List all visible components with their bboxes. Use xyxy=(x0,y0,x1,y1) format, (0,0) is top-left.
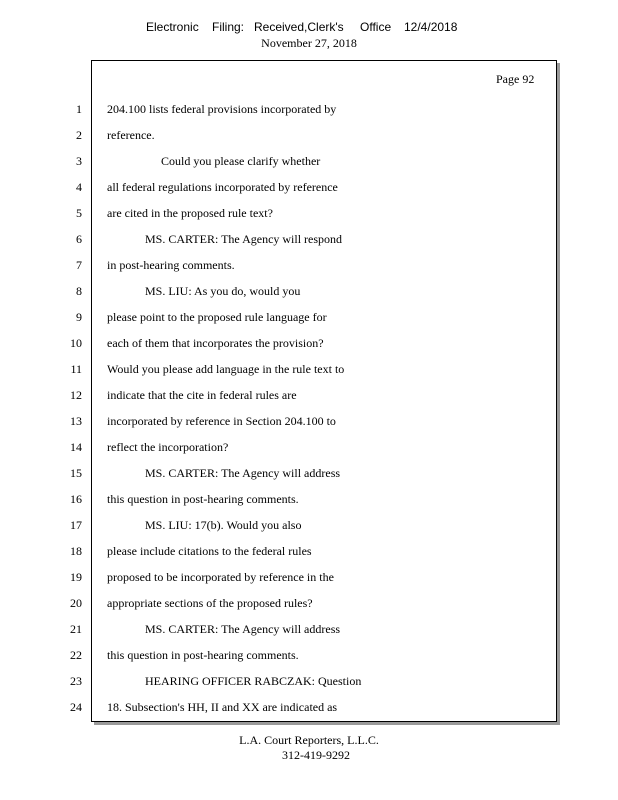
transcript-line xyxy=(0,595,618,621)
line-text: Could you please clarify whether xyxy=(161,154,321,168)
transcript-line xyxy=(0,231,618,257)
stamp-received: Received,Clerk's xyxy=(254,20,344,34)
page-number: Page 92 xyxy=(496,72,535,86)
line-text: MS. LIU: 17(b). Would you also xyxy=(145,518,302,532)
line-number: 22 xyxy=(70,648,82,662)
line-number: 5 xyxy=(76,206,82,220)
transcript-line xyxy=(0,569,618,595)
line-number: 4 xyxy=(76,180,82,194)
transcript-line xyxy=(0,205,618,231)
line-number: 12 xyxy=(70,388,82,402)
line-number: 21 xyxy=(70,622,82,636)
line-text: please point to the proposed rule language for xyxy=(107,310,327,324)
stamp-office: Office xyxy=(360,20,392,34)
transcript-line xyxy=(0,621,618,647)
transcript-line xyxy=(0,127,618,153)
line-text: in post-hearing comments. xyxy=(107,258,235,272)
footer-phone: 312-419-9292 xyxy=(282,748,350,762)
transcript-line xyxy=(0,439,618,465)
line-number: 6 xyxy=(76,232,82,246)
stamp-filing: Filing: xyxy=(212,20,245,34)
line-number: 10 xyxy=(70,336,82,350)
line-text: 18. Subsection's HH, II and XX are indicated as xyxy=(107,700,338,714)
line-text: reference. xyxy=(107,128,155,142)
transcript-line xyxy=(0,647,618,673)
transcript-line xyxy=(0,387,618,413)
stamp-date: 12/4/2018 xyxy=(404,20,458,34)
line-text: all federal regulations incorporated by reference xyxy=(107,180,338,194)
line-number: 15 xyxy=(70,466,82,480)
line-text: Would you please add language in the rule text to xyxy=(107,362,345,376)
transcript-line xyxy=(0,465,618,491)
transcript-line xyxy=(0,179,618,205)
transcript-line xyxy=(0,257,618,283)
line-text: HEARING OFFICER RABCZAK: Question xyxy=(145,674,362,688)
line-text: proposed to be incorporated by reference in the xyxy=(107,570,334,584)
transcript-line xyxy=(0,413,618,439)
line-text: MS. CARTER: The Agency will respond xyxy=(145,232,343,246)
line-text: 204.100 lists federal provisions incorporated by xyxy=(107,102,337,116)
line-number: 8 xyxy=(76,284,82,298)
transcript-line xyxy=(0,101,618,127)
line-text: incorporated by reference in Section 204.100 to xyxy=(107,414,336,428)
line-number: 2 xyxy=(76,128,82,142)
line-number: 17 xyxy=(70,518,82,532)
line-text: MS. LIU: As you do, would you xyxy=(145,284,301,298)
stamp-electronic: Electronic xyxy=(146,20,199,34)
line-text: please include citations to the federal rules xyxy=(107,544,312,558)
transcript-line xyxy=(0,361,618,387)
line-number: 13 xyxy=(70,414,82,428)
line-number: 24 xyxy=(70,700,82,714)
line-number: 14 xyxy=(70,440,82,454)
line-number: 18 xyxy=(70,544,82,558)
line-number: 1 xyxy=(76,102,82,116)
transcript-line xyxy=(0,491,618,517)
line-text: this question in post-hearing comments. xyxy=(107,648,299,662)
transcript-line xyxy=(0,673,618,699)
line-number: 16 xyxy=(70,492,82,506)
line-number: 11 xyxy=(70,362,82,376)
transcript-line xyxy=(0,283,618,309)
footer-company: L.A. Court Reporters, L.L.C. xyxy=(239,733,379,747)
transcript-line xyxy=(0,153,618,179)
transcript-line xyxy=(0,543,618,569)
transcript-line xyxy=(0,309,618,335)
line-text: this question in post-hearing comments. xyxy=(107,492,299,506)
line-number: 20 xyxy=(70,596,82,610)
line-text: reflect the incorporation? xyxy=(107,440,229,454)
line-number: 3 xyxy=(76,154,82,168)
line-number: 23 xyxy=(70,674,82,688)
line-text: MS. CARTER: The Agency will address xyxy=(145,622,341,636)
line-text: MS. CARTER: The Agency will address xyxy=(145,466,341,480)
line-number: 7 xyxy=(76,258,82,272)
transcript-line xyxy=(0,699,618,725)
line-text: indicate that the cite in federal rules are xyxy=(107,388,297,402)
line-text: appropriate sections of the proposed rules? xyxy=(107,596,313,610)
transcript-line xyxy=(0,335,618,361)
line-number: 19 xyxy=(70,570,82,584)
line-text: each of them that incorporates the provision? xyxy=(107,336,324,350)
line-number: 9 xyxy=(76,310,82,324)
hearing-date: November 27, 2018 xyxy=(261,36,357,50)
line-text: are cited in the proposed rule text? xyxy=(107,206,273,220)
transcript-line xyxy=(0,517,618,543)
